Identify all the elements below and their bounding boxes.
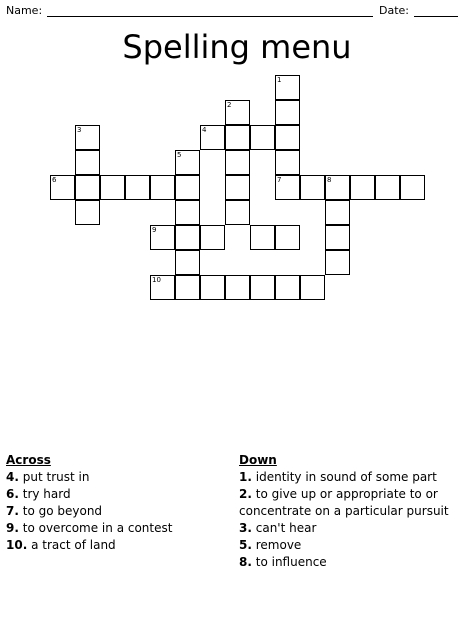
crossword-cell[interactable]	[125, 175, 150, 200]
clue-number: 7.	[6, 504, 19, 518]
clue-across-10	[6, 537, 226, 554]
crossword-cell[interactable]	[175, 275, 200, 300]
clue-text: a tract of land	[31, 538, 116, 552]
clue-number-label: 6	[52, 176, 57, 184]
clue-across-7	[6, 503, 226, 520]
clue-number-label: 10	[152, 276, 161, 284]
clue-text: to influence	[255, 555, 327, 569]
clue-down-8	[239, 554, 467, 571]
crossword-cell[interactable]	[400, 175, 425, 200]
crossword-cell[interactable]	[175, 175, 200, 200]
crossword-cell[interactable]	[300, 275, 325, 300]
clue-across-4	[6, 469, 226, 486]
date-label: Date:	[379, 4, 409, 17]
across-heading: Across	[6, 453, 51, 467]
crossword-cell[interactable]	[225, 175, 250, 200]
crossword-cell[interactable]	[75, 150, 100, 175]
clue-number: 8.	[239, 555, 252, 569]
crossword-cell[interactable]	[275, 150, 300, 175]
clue-number: 4.	[6, 470, 19, 484]
clue-text: to give up or appropriate to or concentrate on a particular pursuit	[239, 487, 449, 518]
clue-text: identity in sound of some part	[255, 470, 437, 484]
crossword-cell[interactable]	[300, 175, 325, 200]
clue-number-label: 9	[152, 226, 157, 234]
clue-number: 6.	[6, 487, 19, 501]
crossword-cell[interactable]	[225, 275, 250, 300]
clue-number: 1.	[239, 470, 252, 484]
crossword-cell[interactable]	[150, 175, 175, 200]
clue-number-label: 1	[277, 76, 282, 84]
clue-number: 3.	[239, 521, 252, 535]
clue-text: can't hear	[255, 521, 317, 535]
clue-number-label: 7	[277, 176, 282, 184]
clue-across-9	[6, 520, 226, 537]
crossword-cell[interactable]	[325, 225, 350, 250]
crossword-cell[interactable]	[75, 200, 100, 225]
crossword-cell[interactable]	[350, 175, 375, 200]
crossword-cell[interactable]	[175, 225, 200, 250]
clue-down-3	[239, 520, 467, 537]
crossword-cell[interactable]	[250, 275, 275, 300]
clue-number: 2.	[239, 487, 252, 501]
crossword-cell[interactable]	[175, 200, 200, 225]
crossword-cell[interactable]	[200, 225, 225, 250]
crossword-cell[interactable]	[275, 275, 300, 300]
page-title: Spelling menu	[122, 28, 352, 66]
crossword-cell[interactable]	[275, 225, 300, 250]
clue-number: 10.	[6, 538, 28, 552]
clue-across-6	[6, 486, 226, 503]
clue-text: to overcome in a contest	[22, 521, 173, 535]
crossword-cell[interactable]	[275, 100, 300, 125]
crossword-cell[interactable]	[225, 150, 250, 175]
crossword-cell[interactable]	[325, 200, 350, 225]
clue-number-label: 5	[177, 151, 182, 159]
clue-down-5	[239, 537, 467, 554]
crossword-cell[interactable]	[225, 125, 250, 150]
across-clues	[6, 452, 226, 554]
clue-text: put trust in	[22, 470, 90, 484]
crossword-cell[interactable]	[225, 200, 250, 225]
crossword-cell[interactable]	[75, 175, 100, 200]
crossword-cell[interactable]	[375, 175, 400, 200]
clue-number-label: 4	[202, 126, 207, 134]
clue-down-2	[239, 486, 467, 520]
crossword-cell[interactable]	[250, 225, 275, 250]
crossword-cell[interactable]	[100, 175, 125, 200]
clue-text: try hard	[22, 487, 71, 501]
crossword-cell[interactable]	[325, 250, 350, 275]
name-label: Name:	[6, 4, 43, 17]
clue-down-1	[239, 469, 467, 486]
clue-number-label: 8	[327, 176, 332, 184]
clue-text: remove	[255, 538, 302, 552]
crossword-cell[interactable]	[275, 125, 300, 150]
crossword-cell[interactable]	[175, 250, 200, 275]
clue-number: 5.	[239, 538, 252, 552]
clue-number-label: 3	[77, 126, 82, 134]
clue-text: to go beyond	[22, 504, 103, 518]
down-clues	[239, 452, 467, 571]
clue-number-label: 2	[227, 101, 232, 109]
crossword-cell[interactable]	[250, 125, 275, 150]
down-heading: Down	[239, 453, 277, 467]
clue-number: 9.	[6, 521, 19, 535]
crossword-cell[interactable]	[200, 275, 225, 300]
